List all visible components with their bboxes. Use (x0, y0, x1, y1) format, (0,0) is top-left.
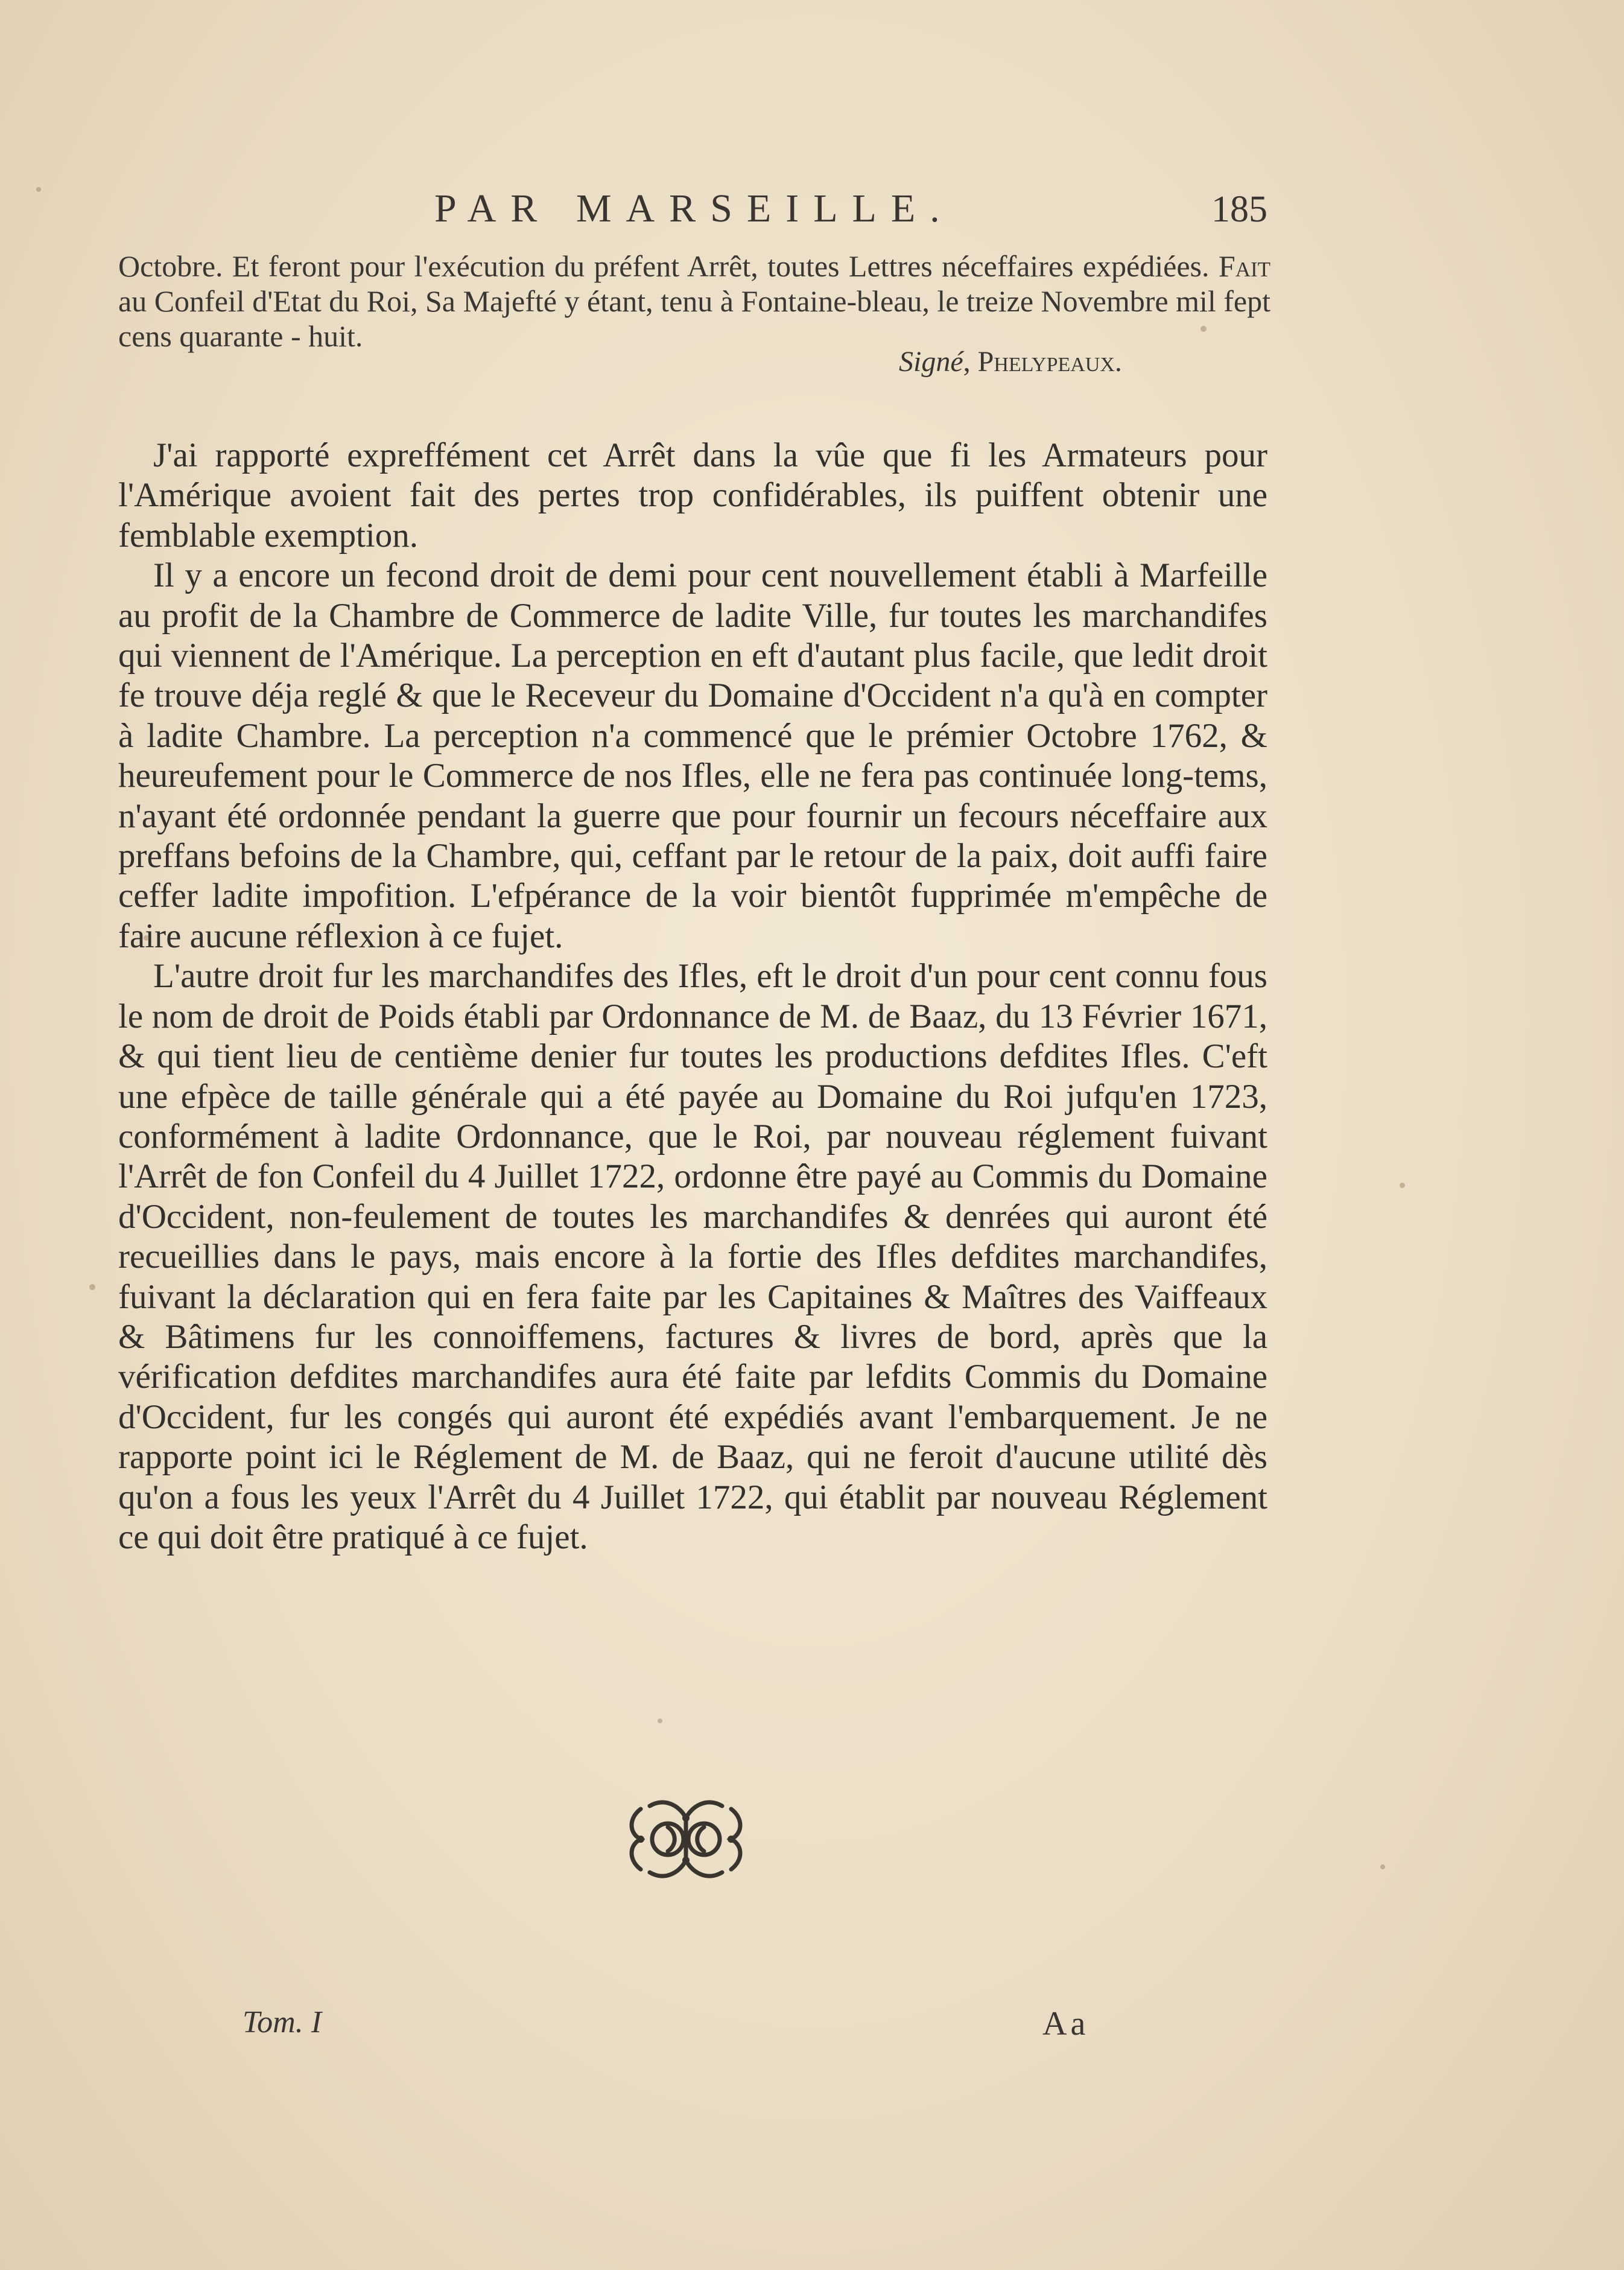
paragraph-3: L'autre droit fur les marchandifes des Ifles, eft le droit d'un pour cent connu fous le nom de droit de Poids établi par Ordonnance de M. de Baaz, du 13 Février 1671, & qui tient lieu de centième denier fur toutes les productions defdites Ifles. C'eft une efpèce de taille générale qui a été payée au Domaine du Roi jufqu'en 1723, conformément à ladite Ordonnance, que le Roi, par nouveau réglement fuivant l'Arrêt de fon Confeil du 4 Juillet 1722, ordonne être payé au Commis du Domaine d'Occident, non-feulement de toutes les marchandifes & denrées qui auront été recueillies dans le pays, mais encore à la fortie des Ifles defdites marchandifes, fuivant la déclaration qui en fera faite par les Capitaines & Maîtres des Vaiffeaux & Bâtimens fur les connoiffemens, factures & livres de bord, après que la vérification defdites marchandifes aura été faite par lefdits Commis du Domaine d'Occident, fur les congés qui auront été expédiés avant l'embarquement. Je ne rapporte point ici le Réglement de M. de Baaz, qui ne feroit d'aucune utilité dès qu'on a fous les yeux l'Arrêt du 4 Juillet 1722, qui établit par nouveau Réglement ce qui doit être pratiqué à ce fujet. (118, 957, 1267, 1556)
running-head: PAR MARSEILLE. (434, 186, 954, 230)
signature-label: Signé (899, 346, 963, 378)
fleuron-ornament-icon (623, 1791, 749, 1887)
foxing-spot (1400, 1183, 1405, 1188)
foxing-spot (89, 1284, 95, 1290)
page-number: 185 (1211, 189, 1267, 230)
paragraph-1: J'ai rapporté expreffément cet Arrêt dans la vûe que fi les Armateurs pour l'Amérique avoient fait des pertes trop confidérables, ils puiffent obtenir une femblable exemption. (118, 436, 1267, 555)
continued-text-part-2: au Confeil d'Etat du Roi, Sa Majefté y étant, tenu à Fontaine-bleau, le treize Novembre mil fept cens quarante - huit. (118, 284, 1270, 353)
signature-line: Signé, Phelypeaux. (899, 346, 1122, 378)
foxing-spot (1380, 1865, 1385, 1869)
signature-mark: Tom. I (243, 2005, 322, 2040)
foxing-spot (658, 1718, 662, 1723)
continued-text (118, 249, 1270, 354)
gathering-mark: Aa (1042, 2005, 1090, 2043)
continued-text-part-1: Octobre. Et feront pour l'exécution du préfent Arrêt, toutes Lettres néceffaires expédiées. (118, 249, 1210, 283)
foxing-spot (36, 187, 41, 192)
foxing-spot (1201, 326, 1207, 332)
foxing-spot (144, 935, 149, 941)
fait-word: Fait (1218, 249, 1271, 283)
paragraph-2: Il y a encore un fecond droit de demi pour cent nouvellement établi à Marfeille au profit de la Chambre de Commerce de ladite Ville, fur toutes les marchandifes qui viennent de l'Amérique. La perception en eft d'autant plus facile, que ledit droit fe trouve déja reglé & que le Receveur du Domaine d'Occident n'a qu'à en compter à ladite Chambre. La perception n'a commencé que le prémier Octobre 1762, & heureufement pour le Commerce de nos Ifles, elle ne fera pas continuée long-tems, n'ayant été ordonnée pendant la guerre que pour fournir un fecours néceffaire aux preffans befoins de la Chambre, qui, ceffant par le retour de la paix, doit auffi faire ceffer ladite impofition. L'efpérance de la voir bientôt fupprimée m'empêche de faire aucune réflexion à ce fujet. (118, 556, 1267, 955)
body-text (118, 436, 1267, 1557)
signatory-name: Phelypeaux. (977, 346, 1122, 378)
